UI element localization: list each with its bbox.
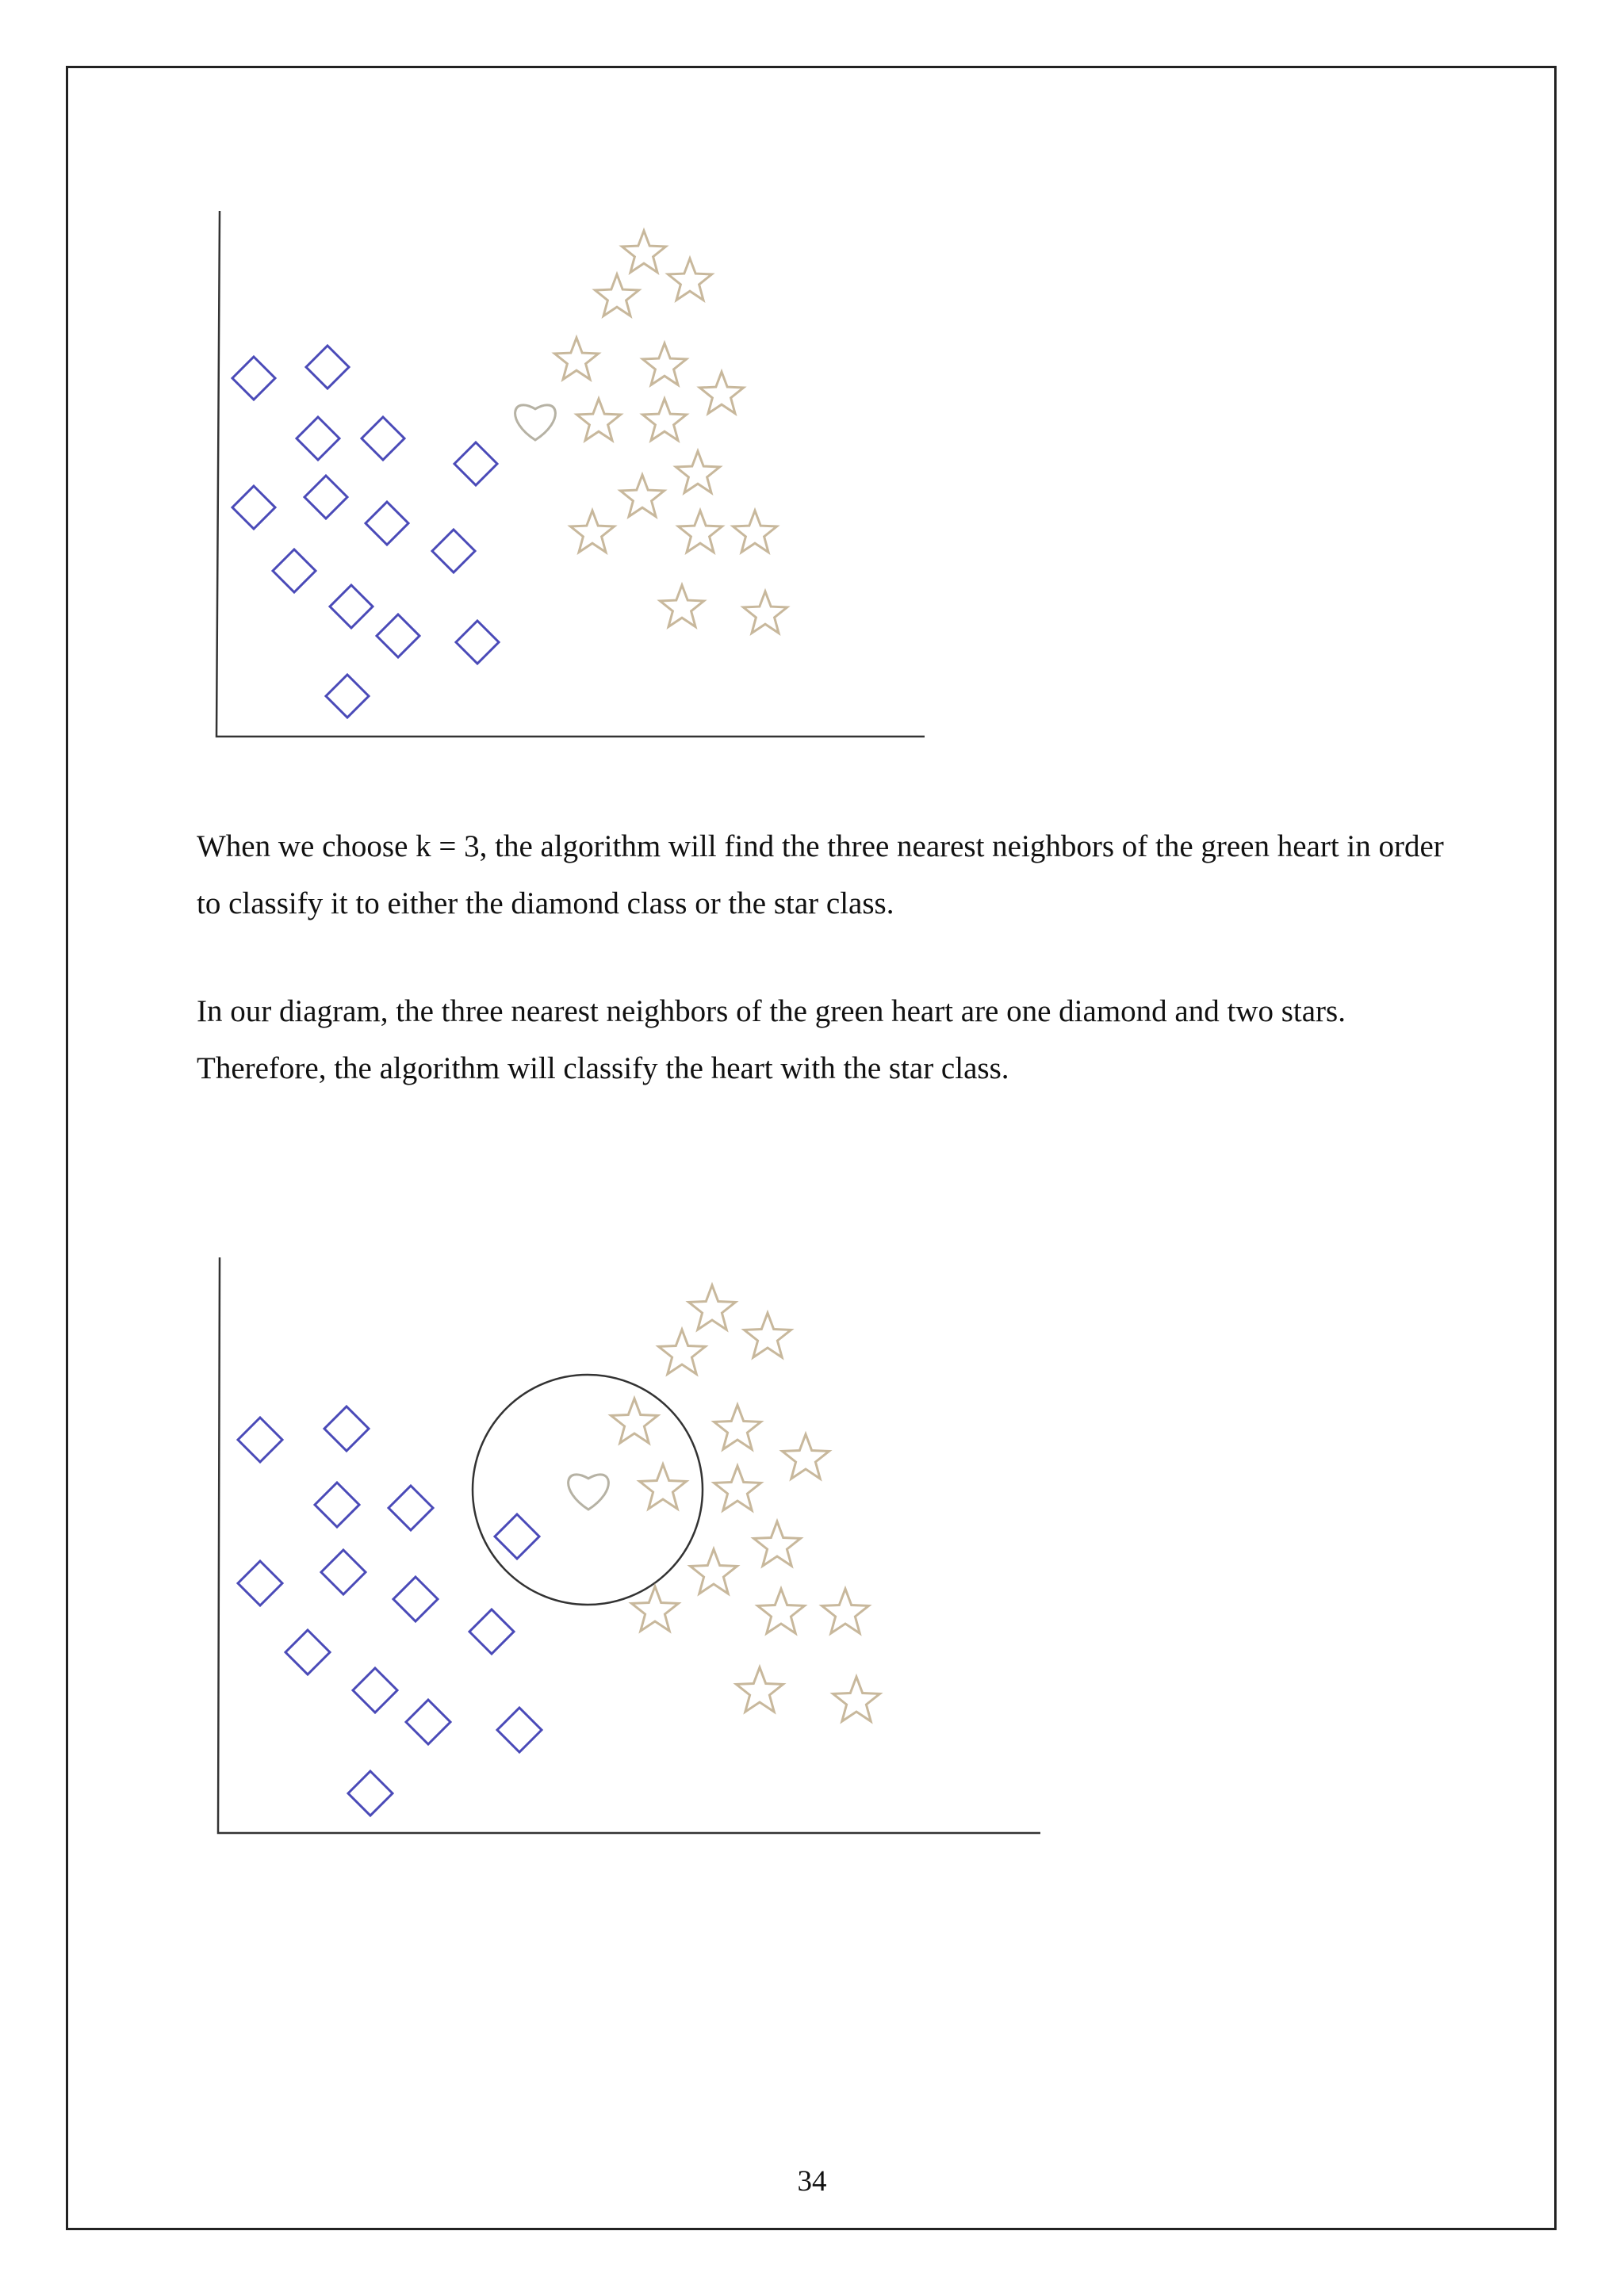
- star-icon: [620, 475, 664, 517]
- star-icon: [822, 1589, 869, 1633]
- diamond-icon: [393, 1577, 438, 1621]
- figure-axes: [216, 211, 925, 737]
- star-icon: [689, 1285, 736, 1330]
- star-icon: [611, 1399, 658, 1443]
- diamond-icon: [362, 417, 404, 460]
- diamond-icon: [432, 530, 475, 572]
- star-icon: [833, 1677, 880, 1721]
- diamond-icon: [321, 1550, 366, 1594]
- green-heart-point: [515, 405, 556, 440]
- diamond-icon: [326, 675, 369, 718]
- star-icon: [754, 1521, 801, 1566]
- star-icon: [678, 511, 722, 553]
- star-icon: [642, 343, 686, 385]
- star-icon: [737, 1667, 783, 1712]
- diamond-icon: [232, 486, 275, 529]
- star-class-points: [554, 231, 787, 633]
- diamond-icon: [469, 1609, 514, 1654]
- diamond-icon: [495, 1514, 539, 1559]
- star-icon: [691, 1549, 737, 1594]
- star-icon: [745, 1313, 791, 1357]
- diamond-icon: [232, 357, 275, 400]
- star-icon: [622, 231, 665, 273]
- figure-axes: [218, 1257, 1040, 1833]
- star-icon: [570, 511, 614, 553]
- diamond-icon: [406, 1700, 450, 1744]
- diamond-class-points: [238, 1406, 542, 1816]
- diamond-icon: [497, 1708, 542, 1752]
- star-icon: [733, 511, 776, 553]
- heart-icon: [515, 405, 556, 440]
- star-icon: [554, 338, 598, 380]
- star-icon: [668, 258, 711, 300]
- diamond-class-points: [232, 346, 499, 718]
- diamond-icon: [238, 1418, 282, 1462]
- heart-icon: [569, 1475, 609, 1510]
- paragraph-2: In our diagram, the three nearest neighbors of the green heart are one diamond and two stars. Therefore, the algorithm will classify the heart with the star class.: [197, 994, 1346, 1085]
- star-icon: [595, 274, 638, 316]
- diamond-icon: [273, 549, 316, 592]
- page-number: 34: [797, 2165, 827, 2198]
- star-icon: [743, 591, 787, 633]
- diamond-icon: [366, 502, 408, 545]
- diamond-icon: [454, 442, 497, 485]
- k3-neighborhood-circle: [473, 1375, 703, 1605]
- diamond-icon: [348, 1771, 393, 1816]
- star-icon: [714, 1466, 761, 1510]
- green-heart-point: [569, 1475, 609, 1510]
- star-icon: [699, 372, 743, 414]
- diamond-icon: [456, 621, 499, 664]
- knn-figure-unclassified: [0, 0, 1624, 793]
- star-icon: [758, 1589, 805, 1633]
- paragraph-1: When we choose k = 3, the algorithm will find the three nearest neighbors of the green heart in order to classify it to either the diamond class or the star class.: [197, 829, 1444, 920]
- diamond-icon: [377, 614, 419, 657]
- diamond-icon: [304, 476, 347, 519]
- star-icon: [714, 1405, 761, 1449]
- diamond-icon: [315, 1483, 359, 1527]
- star-icon: [642, 399, 686, 441]
- diamond-icon: [285, 1630, 330, 1674]
- star-icon: [676, 451, 719, 493]
- diamond-icon: [330, 585, 373, 628]
- knn-figure-k3-neighborhood: [0, 1229, 1624, 1863]
- star-icon: [659, 1330, 706, 1374]
- star-class-points: [611, 1285, 880, 1721]
- diamond-icon: [353, 1668, 397, 1712]
- diamond-icon: [297, 417, 339, 460]
- diamond-icon: [306, 346, 349, 388]
- star-icon: [783, 1434, 829, 1479]
- star-icon: [640, 1464, 687, 1509]
- diamond-icon: [238, 1561, 282, 1605]
- star-icon: [660, 585, 703, 627]
- star-icon: [576, 399, 620, 441]
- diamond-icon: [389, 1486, 433, 1530]
- diamond-icon: [324, 1406, 369, 1451]
